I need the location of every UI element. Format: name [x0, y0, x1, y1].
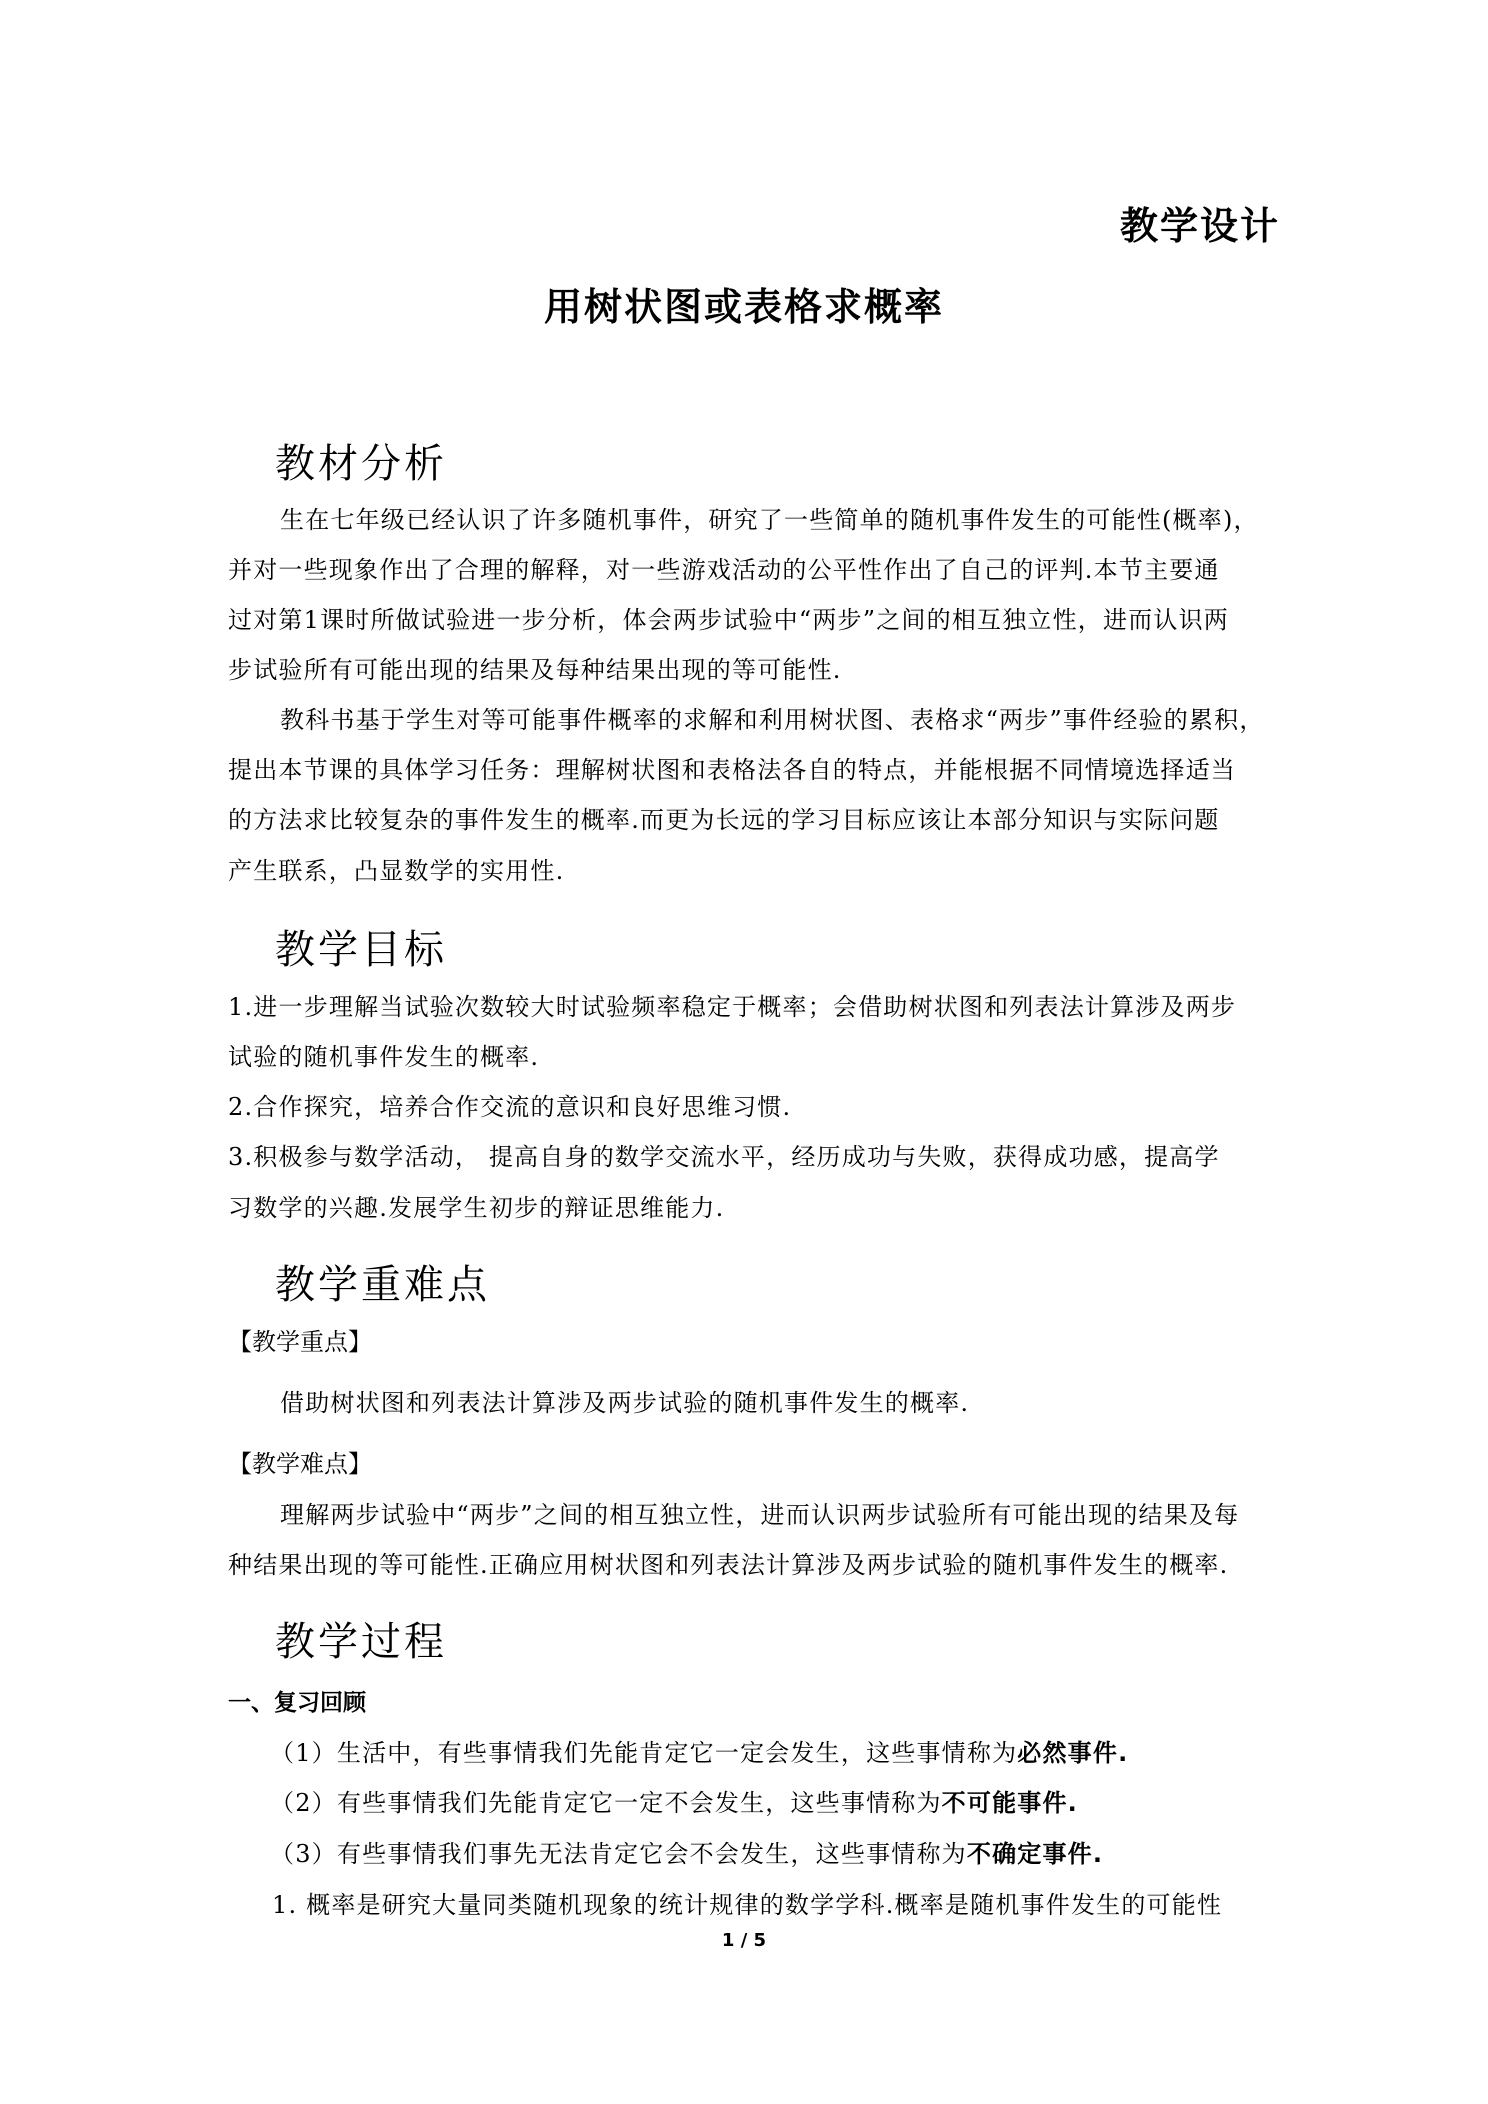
difficult-point-line: 理解两步试验中“两步”之间的相互独立性，进而认识两步试验所有可能出现的结果及每 — [280, 1501, 1240, 1529]
document-title: 用树状图或表格求概率 — [543, 285, 944, 329]
key-point-tag: 【教学重点】 — [228, 1328, 372, 1356]
paragraph-line: 并对一些现象作出了合理的解释，对一些游戏活动的公平性作出了自己的评判.本节主要通 — [228, 556, 1220, 584]
paragraph-line: 过对第1课时所做试验进一步分析，体会两步试验中“两步”之间的相互独立性，进而认识两 — [228, 606, 1230, 634]
review-item — [270, 1733, 1128, 1768]
goal-line: 习数学的兴趣.发展学生初步的辩证思维能力. — [228, 1194, 725, 1222]
review-item-term: 不确定事件. — [966, 1840, 1104, 1868]
review-item-text: （1）生活中，有些事情我们先能肯定它一定会发生，这些事情称为 — [270, 1739, 1018, 1767]
difficult-point-line: 种结果出现的等可能性.正确应用树状图和列表法计算涉及两步试验的随机事件发生的概率. — [228, 1551, 1229, 1579]
paragraph-line: 教科书基于学生对等可能事件概率的求解和利用树状图、表格求“两步”事件经验的累积， — [280, 706, 1265, 734]
paragraph-line: 的方法求比较复杂的事件发生的概率.而更为长远的学习目标应该让本部分知识与实际问题 — [228, 806, 1220, 834]
review-item-text: （3）有些事情我们事先无法肯定它会不会发生，这些事情称为 — [270, 1840, 967, 1868]
section-heading-goals: 教学目标 — [275, 927, 447, 973]
goal-line: 2.合作探究，培养合作交流的意识和良好思维习惯. — [228, 1093, 792, 1121]
difficult-point-tag: 【教学难点】 — [228, 1450, 372, 1478]
goal-line: 3.积极参与数学活动， 提高自身的数学交流水平，经历成功与失败，获得成功感，提高学 — [228, 1143, 1220, 1171]
page-number: 1 / 5 — [721, 1930, 767, 1951]
goal-line: 1.进一步理解当试验次数较大时试验频率稳定于概率；会借助树状图和列表法计算涉及两步 — [228, 993, 1237, 1021]
paragraph-line: 生在七年级已经认识了许多随机事件，研究了一些简单的随机事件发生的可能性(概率)， — [280, 506, 1259, 534]
review-item-text: （2）有些事情我们先能肯定它一定不会发生，这些事情称为 — [270, 1789, 942, 1817]
review-item-term: 不可能事件. — [941, 1789, 1078, 1817]
paragraph-line: 步试验所有可能出现的结果及每种结果出现的等可能性. — [228, 656, 842, 684]
section-heading-analysis: 教材分析 — [275, 441, 447, 487]
review-item-term: 必然事件. — [1017, 1739, 1129, 1767]
goal-line: 试验的随机事件发生的概率. — [228, 1043, 540, 1071]
review-item — [270, 1834, 1103, 1869]
key-point-text: 借助树状图和列表法计算涉及两步试验的随机事件发生的概率. — [280, 1389, 970, 1417]
paragraph-line: 提出本节课的具体学习任务：理解树状图和表格法各自的特点，并能根据不同情境选择适当 — [228, 756, 1236, 784]
section-heading-process: 教学过程 — [275, 1619, 447, 1665]
review-item — [270, 1783, 1078, 1818]
paragraph-line: 产生联系，凸显数学的实用性. — [228, 857, 565, 885]
process-subheading: 一、复习回顾 — [228, 1690, 366, 1716]
section-heading-key-points: 教学重难点 — [275, 1262, 490, 1308]
document-type-label: 教学设计 — [1120, 204, 1281, 248]
process-line: 1. 概率是研究大量同类随机现象的统计规律的数学学科.概率是随机事件发生的可能性 — [272, 1891, 1223, 1919]
